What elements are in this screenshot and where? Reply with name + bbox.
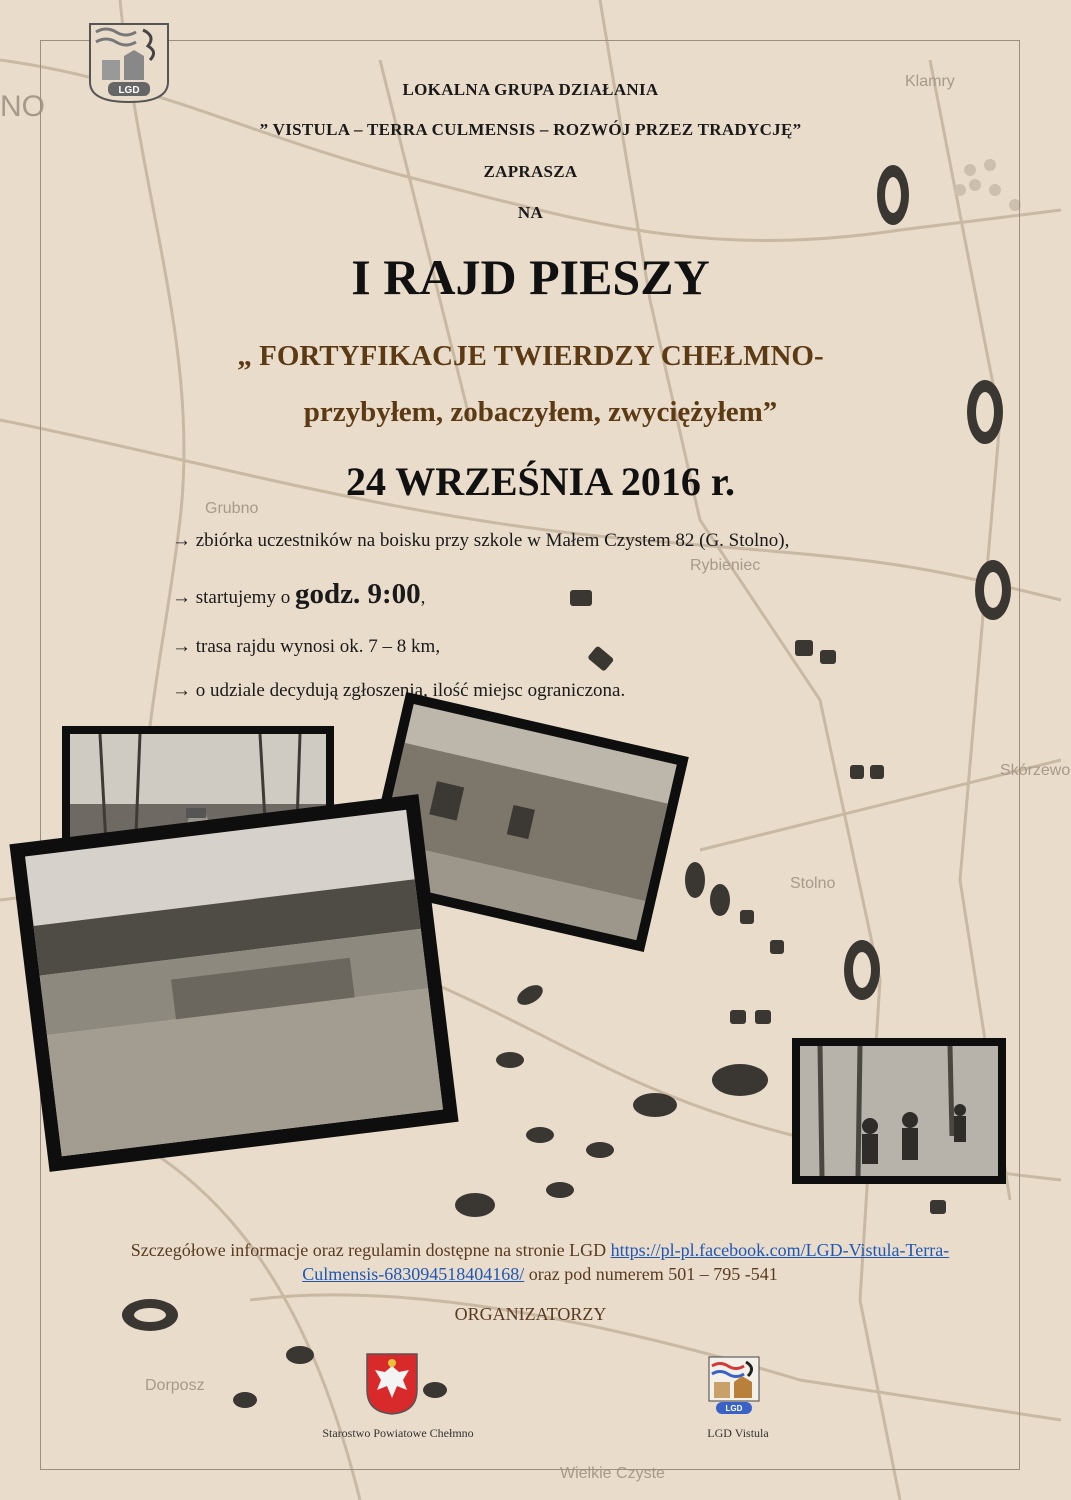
map-label-stolno: Stolno bbox=[790, 875, 836, 892]
map-label-wielkie-czyste: Wielkie Czyste bbox=[560, 1465, 665, 1482]
header-line-1: LOKALNA GRUPA DZIAŁANIA bbox=[402, 80, 659, 99]
lgd-vistula-logo-icon bbox=[708, 1356, 760, 1416]
photo-fort-bunker bbox=[9, 794, 458, 1172]
organizer-starostwo-label: Starostwo Powiatowe Chełmno bbox=[322, 1426, 474, 1440]
bullet-start-prefix: → startujemy o bbox=[172, 587, 295, 608]
map-label-klamry: Klamry bbox=[905, 73, 955, 90]
header-line-2: ” VISTULA – TERRA CULMENSIS – ROZWÓJ PRZEZ TRADYCJĘ” bbox=[259, 120, 802, 139]
photo-hikers-forest bbox=[792, 1038, 1006, 1184]
map-label-no: NO bbox=[0, 90, 45, 123]
facebook-link-part-1[interactable]: https://pl-pl.facebook.com/LGD-Vistula-Terra- bbox=[610, 1240, 950, 1260]
map-label-dorposz: Dorposz bbox=[145, 1377, 205, 1394]
map-label-rybieniec: Rybieniec bbox=[690, 557, 761, 574]
info-text-2: oraz pod numerem 501 – 795 -541 bbox=[524, 1264, 778, 1284]
organizer-lgd-vistula-label: LGD Vistula bbox=[707, 1426, 769, 1440]
info-paragraph bbox=[50, 1238, 1030, 1286]
event-subtitle-line-1: „ FORTYFIKACJE TWIERDZY CHEŁMNO- bbox=[237, 340, 824, 372]
bullet-route-length: → trasa rajdu wynosi ok. 7 – 8 km, bbox=[172, 636, 441, 657]
event-date: 24 WRZEŚNIA 2016 r. bbox=[346, 459, 735, 504]
starostwo-coat-of-arms-icon bbox=[365, 1352, 419, 1416]
bullet-start-time bbox=[172, 578, 425, 611]
bullet-registration: → o udziale decydują zgłoszenia, ilość miejsc ograniczona. bbox=[172, 680, 626, 701]
lgd-vistula-badge-label: LGD bbox=[725, 1404, 743, 1413]
map-label-skorzewo: Skórzewo bbox=[1000, 762, 1071, 779]
map-label-grubno: Grubno bbox=[205, 500, 259, 517]
header-line-3: ZAPRASZA bbox=[483, 162, 578, 181]
event-title: I RAJD PIESZY bbox=[351, 249, 710, 305]
bullet-meeting-point: → zbiórka uczestników na boisku przy szkole w Małem Czystem 82 (G. Stolno), bbox=[172, 530, 790, 551]
event-subtitle-line-2: przybyłem, zobaczyłem, zwyciężyłem” bbox=[303, 396, 778, 428]
organizers-heading: ORGANIZATORZY bbox=[454, 1304, 607, 1324]
facebook-link-part-2[interactable]: Culmensis-683094518404168/ bbox=[302, 1264, 525, 1284]
bullet-start-time-value: godz. 9:00 bbox=[294, 578, 421, 610]
info-text-1: Szczegółowe informacje oraz regulamin dostępne na stronie LGD bbox=[130, 1240, 611, 1260]
header-line-4: NA bbox=[517, 203, 544, 222]
bullet-start-suffix: , bbox=[420, 587, 426, 608]
lgd-crest-label: LGD bbox=[118, 85, 140, 96]
